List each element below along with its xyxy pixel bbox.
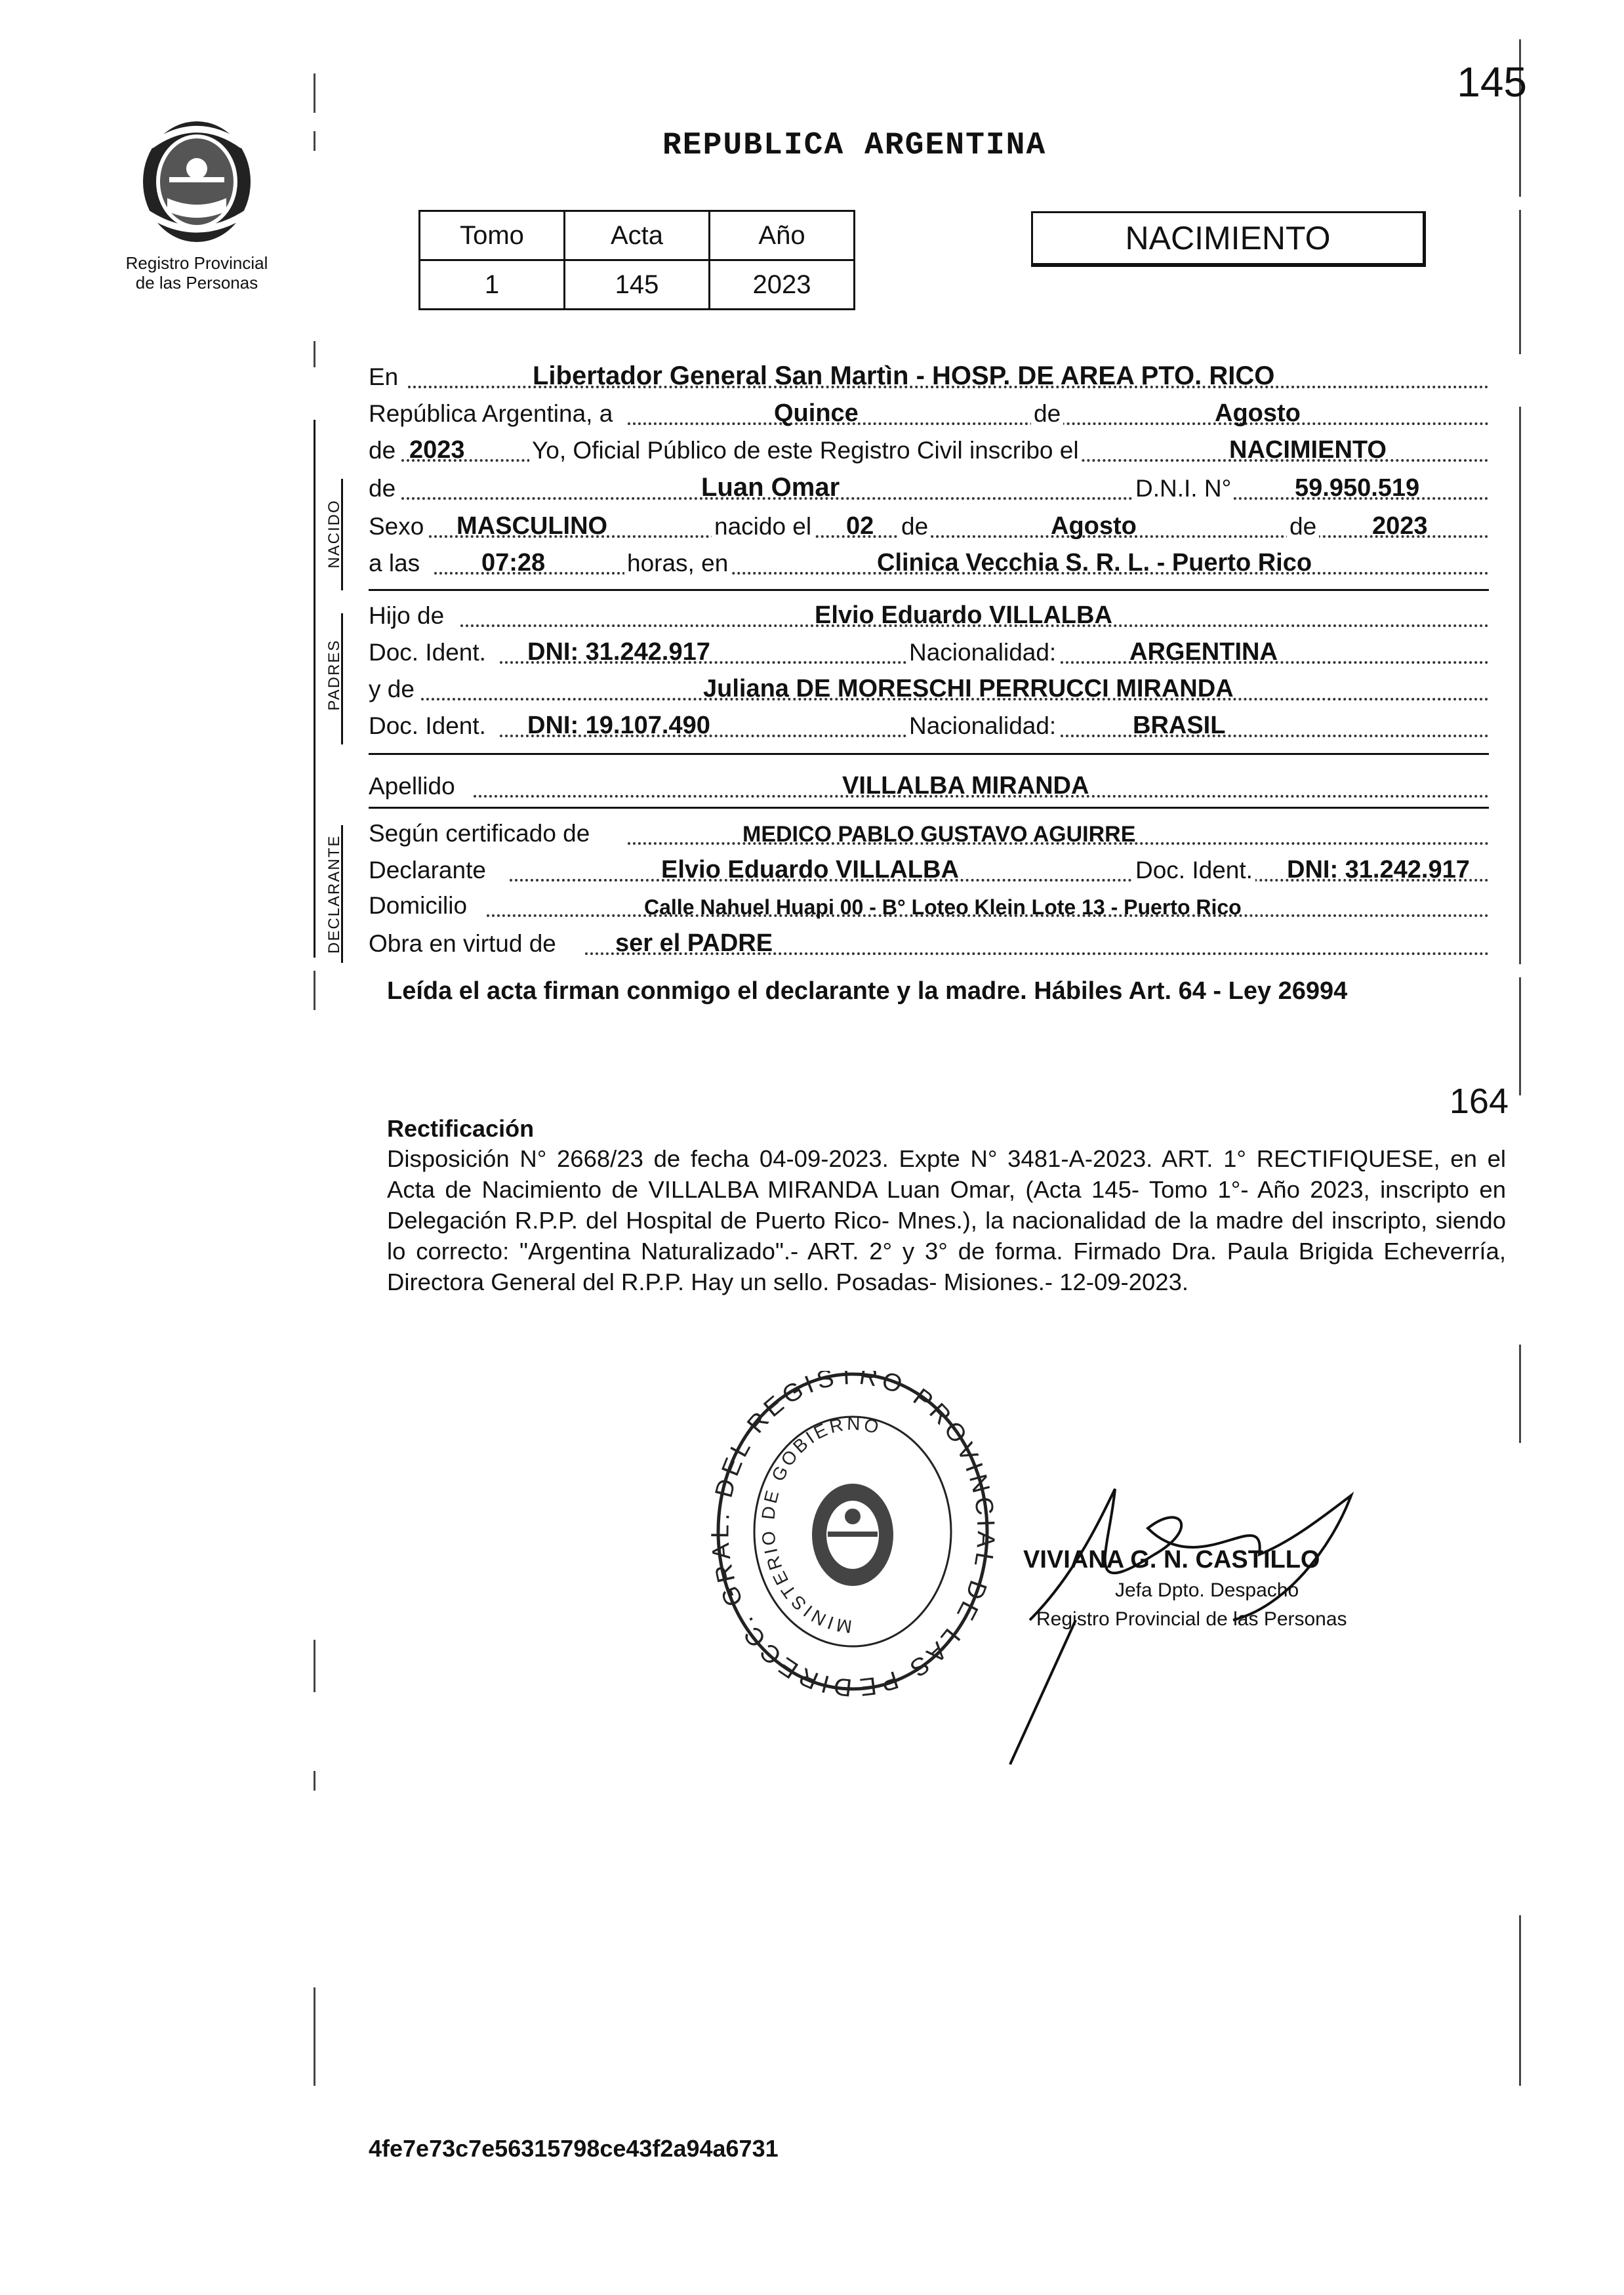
- child-dni-value: 59.950.519: [1295, 474, 1420, 502]
- y-de-label: y de: [369, 676, 415, 702]
- form-line-date: [369, 390, 1489, 430]
- section-label-declarant: DECLARANTE: [325, 834, 343, 954]
- doc-label: Doc. Ident.: [1133, 857, 1255, 884]
- reference-header: Tomo: [420, 211, 565, 260]
- republic-label: República Argentina, a: [369, 400, 613, 427]
- form-line-birth: [369, 502, 1489, 543]
- left-rule: [314, 420, 315, 958]
- declarante-label: Declarante: [369, 857, 486, 883]
- father-doc-value: DNI: 31.242.917: [527, 638, 710, 666]
- birth-time-value: 07:28: [481, 549, 546, 577]
- svg-text:VIVIANA G. N. CASTILLO: VIVIANA G. N. CASTILLO: [1023, 1546, 1320, 1574]
- section-label-parents: PADRES: [325, 639, 343, 711]
- apellido-label: Apellido: [369, 773, 455, 800]
- mother-name-value: Juliana DE MORESCHI PERRUCCI MIRANDA: [703, 675, 1234, 702]
- domicilio-label: Domicilio: [369, 892, 468, 919]
- document-hash: 4fe7e73c7e56315798ce43f2a94a6731: [369, 2135, 779, 2162]
- horas-label: horas, en: [624, 550, 731, 577]
- page-number: 145: [1457, 58, 1527, 106]
- form-line-father: [369, 592, 1489, 632]
- closing-statement: Leída el acta firman conmigo el declarante y la madre. Hábiles Art. 64 - Ley 26994: [387, 977, 1348, 1005]
- birth-place-value: Clinica Vecchia S. R. L. - Puerto Rico: [877, 549, 1312, 577]
- record-type-box: NACIMIENTO: [1031, 211, 1426, 267]
- form-line-certifier: [369, 809, 1489, 850]
- father-name-value: Elvio Eduardo VILLALBA: [815, 601, 1112, 629]
- hijo-label: Hijo de: [369, 602, 445, 629]
- nacionalidad-label: Nacionalidad:: [906, 712, 1059, 740]
- provincial-coat-of-arms-icon: [131, 113, 262, 251]
- child-name-value: Luan Omar: [701, 473, 840, 502]
- doc-label: Doc. Ident.: [369, 639, 486, 666]
- section-label-born: NACIDO: [325, 499, 343, 569]
- separator: [369, 589, 1489, 591]
- separator: [369, 753, 1489, 755]
- obra-label: Obra en virtud de: [369, 930, 556, 957]
- form-line-surname: [369, 762, 1489, 803]
- declarant-name-value: Elvio Eduardo VILLALBA: [661, 856, 959, 883]
- separator: [369, 807, 1489, 809]
- de-label: de: [1287, 513, 1319, 540]
- rectification-page-ref: 164: [1449, 1082, 1509, 1121]
- doc-label: Doc. Ident.: [369, 712, 486, 739]
- official-text: Yo, Oficial Público de este Registro Civil inscribo el: [529, 437, 1082, 464]
- official-seal: [708, 1371, 997, 1715]
- sex-value: MASCULINO: [457, 512, 608, 540]
- form-line-place: [369, 353, 1489, 394]
- form-line-declarant: [369, 846, 1489, 887]
- signature-block: [984, 1476, 1404, 1820]
- form-line-address: [369, 882, 1489, 922]
- form-line-mother-doc: [369, 702, 1489, 742]
- certificado-label: Según certificado de: [369, 820, 590, 847]
- svg-text:Registro Provincial de las Per: Registro Provincial de las Personas: [1036, 1608, 1347, 1630]
- address-value: Calle Nahuel Huapi 00 - B° Loteo Klein Lote 13 - Puerto Rico: [644, 895, 1242, 919]
- svg-text:MINISTERIO DE GOBIERNO: MINISTERIO DE GOBIERNO: [758, 1413, 883, 1637]
- reference-table: [418, 210, 855, 310]
- nacionalidad-label: Nacionalidad:: [906, 639, 1059, 666]
- de-label: de: [369, 475, 396, 502]
- rectification-body: Disposición N° 2668/23 de fecha 04-09-2023. Expte N° 3481-A-2023. ART. 1° RECTIFIQUESE, en el Acta de Nacimiento de VILLALBA MIRANDA Luan Omar, (Acta 145- Tomo 1°- Año 2023, inscripto en Delegación R.P.P. del Hospital de Puerto Rico- Mnes.), la nacionalidad de la madre del inscripto, siendo lo correcto: "Argentina Naturalizado".- ART. 2° y 3° de forma. Firmado Dra. Paula Brigida Echeverría, Directora General del R.P.P. Hay un sello. Posadas- Misiones.- 12-09-2023.: [387, 1145, 1506, 1295]
- de-label: de: [1031, 400, 1063, 428]
- form-line-act: [369, 426, 1489, 467]
- country-title: REPUBLICA ARGENTINA: [662, 128, 1047, 163]
- nacido-label: nacido el: [712, 513, 814, 540]
- birth-year-value: 2023: [1372, 512, 1428, 540]
- form-line-acts-as: [369, 920, 1489, 960]
- form-line-name: [369, 464, 1489, 505]
- en-label: En: [369, 363, 399, 390]
- dni-label: D.N.I. N°: [1133, 475, 1234, 502]
- year-prefix-label: de: [369, 437, 396, 464]
- a-las-label: a las: [369, 550, 420, 577]
- declarant-doc-value: DNI: 31.242.917: [1287, 856, 1470, 883]
- registry-logo: [117, 113, 277, 293]
- reference-header: Año: [710, 211, 855, 260]
- birth-month-value: Agosto: [1051, 512, 1137, 540]
- de-label: de: [899, 513, 931, 540]
- mother-doc-value: DNI: 19.107.490: [527, 712, 710, 739]
- svg-text:Jefa Dpto. Despacho: Jefa Dpto. Despacho: [1115, 1579, 1299, 1601]
- reference-header: Acta: [565, 211, 710, 260]
- father-nationality-value: ARGENTINA: [1129, 638, 1278, 666]
- sexo-label: Sexo: [369, 513, 424, 540]
- registry-name: Registro Provincial de las Personas: [125, 253, 268, 293]
- anio-value: 2023: [710, 260, 855, 310]
- certifier-value: MEDICO PABLO GUSTAVO AGUIRRE: [742, 822, 1136, 847]
- form-line-mother: [369, 665, 1489, 706]
- acta-value: 145: [565, 260, 710, 310]
- surname-value: VILLALBA MIRANDA: [842, 772, 1089, 800]
- form-line-time: [369, 539, 1489, 580]
- place-value: Libertador General San Martìn - HOSP. DE AREA PTO. RICO: [533, 361, 1275, 390]
- birth-day-value: 02: [846, 512, 874, 540]
- svg-text:DIRECC. GRAL. DEL REGISTRO PRO: DIRECC. GRAL. DEL REGISTRO PROVINCIAL DE LAS PE: [708, 1371, 997, 1701]
- tomo-value: 1: [420, 260, 565, 310]
- year-value: 2023: [409, 436, 465, 464]
- acts-as-value: ser el PADRE: [615, 929, 773, 957]
- form-line-father-doc: [369, 628, 1489, 669]
- rectification-title: Rectificación: [387, 1115, 535, 1142]
- mother-nationality-value: BRASIL: [1133, 712, 1226, 739]
- act-type-value: NACIMIENTO: [1229, 436, 1387, 464]
- day-value: Quince: [774, 399, 859, 427]
- month-value: Agosto: [1215, 399, 1301, 427]
